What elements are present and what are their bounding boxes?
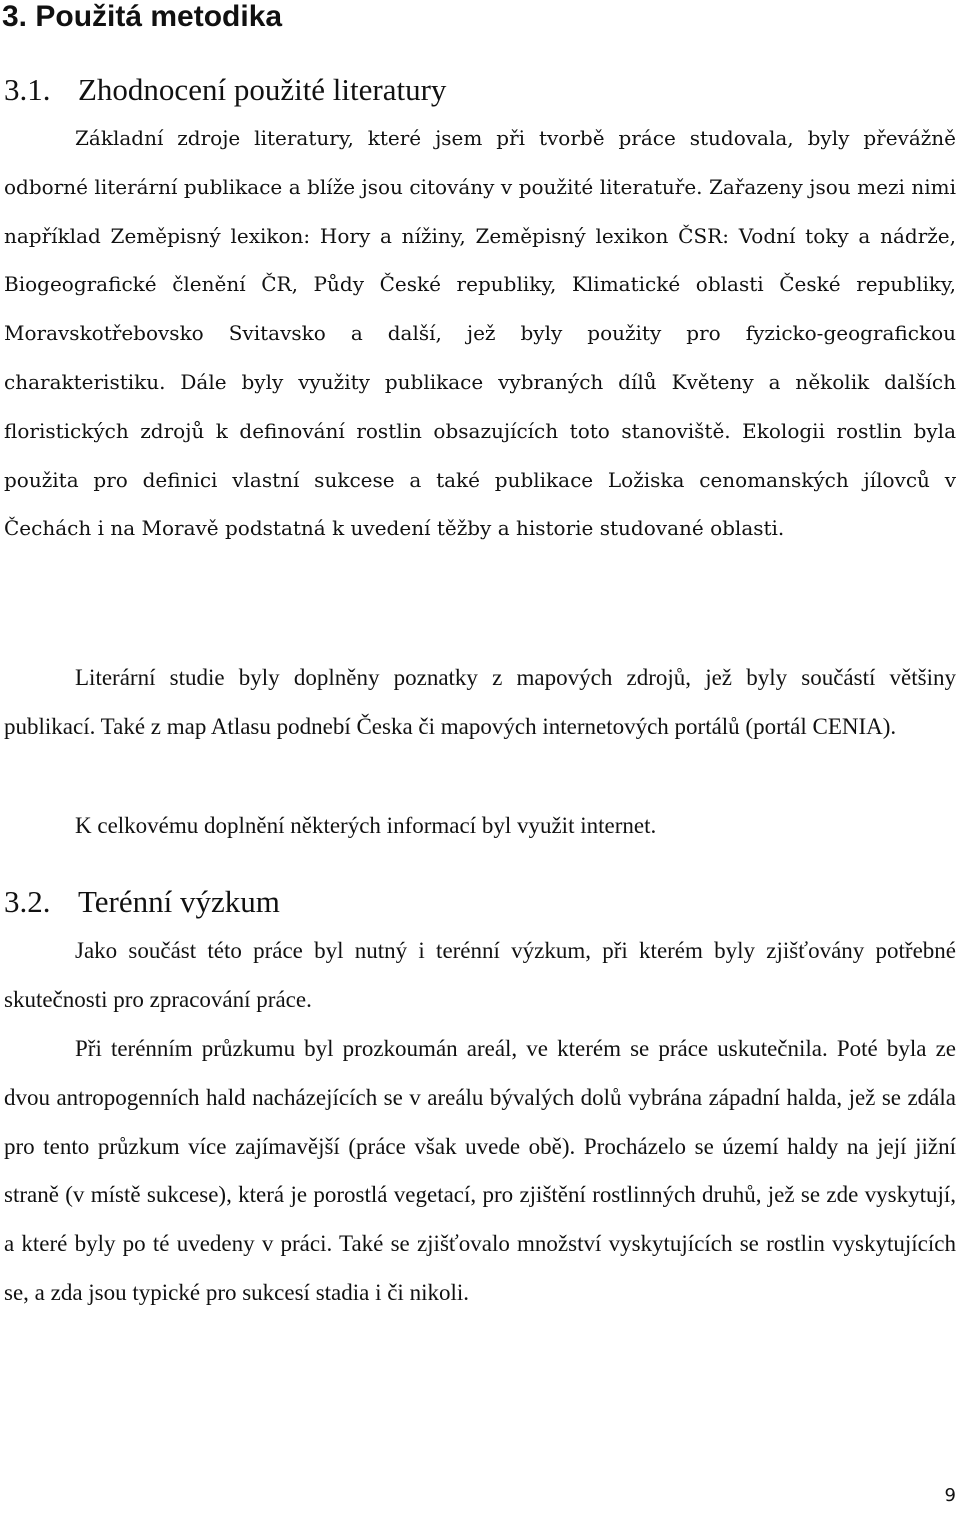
chapter-title: 3. Použitá metodika <box>2 0 283 33</box>
section-title: Terénní výzkum <box>78 884 280 919</box>
section-title: Zhodnocení použité literatury <box>78 72 447 107</box>
paragraph-map-sources: Literární studie byly doplněny poznatky z mapových zdrojů, jež byly součástí většiny publikací. Také z map Atlasu podnebí Česka či mapových internetových portálů (portál CENIA). <box>4 665 956 739</box>
paragraph-internet: K celkovému doplnění některých informací byl využit internet. <box>75 813 657 838</box>
paragraph-field-research-intro: Jako součást této práce byl nutný i terénní výzkum, při kterém byly zjišťovány potřebné skutečnosti pro zpracování práce. <box>4 938 956 1012</box>
page-number: 9 <box>944 1485 956 1506</box>
section-number: 3.2. <box>4 884 51 919</box>
paragraph-field-survey: Při terénním průzkumu byl prozkoumán areál, ve kterém se práce uskutečnila. Poté byla ze dvou antropogenních hald nacházejících se v areálu bývalých dolů vybrána západní halda, jež se zdála pro tento průzkum více zajímavější (práce však uvede obě). Procházelo se území haldy na její jižní straně (v místě sukcese), která je porostlá vegetací, pro zjištění rostlinných druhů, jež se zde vyskytují, a které byly po té uvedeny v práci. Také se zjišťovalo množství vyskytujících se rostlin vyskytujících se, a zda jsou typické pro sukcesí stadia i či nikoli. <box>4 1036 956 1305</box>
section-number: 3.1. <box>4 72 51 107</box>
section-heading-literature <box>4 70 446 110</box>
section-heading-field-research <box>4 882 280 922</box>
paragraph-literature-sources: Základní zdroje literatury, které jsem při tvorbě práce studovala, byly převážně odborné literární publikace a blíže jsou citovány v použité literatuře. Zařazeny jsou mezi nimi například Zeměpisný lexikon: Hory a nížiny, Zeměpisný lexikon ČSR: Vodní toky a nádrže, Biogeografické členění ČR, Půdy České republiky, Klimatické oblasti České republiky, Moravskotřebovsko Svitavsko a další, jež byly použity pro fyzicko-geografickou charakteristiku. Dále byly využity publikace vybraných dílů Květeny a několik dalších floristických zdrojů k definování rostlin obsazujících toto stanoviště. Ekologii rostlin byla použita pro definici vlastní sukcese a také publikace Ložiska cenomanských jílovců v Čechách i na Moravě podstatná k uvedení těžby a historie studované oblasti. <box>4 126 956 541</box>
